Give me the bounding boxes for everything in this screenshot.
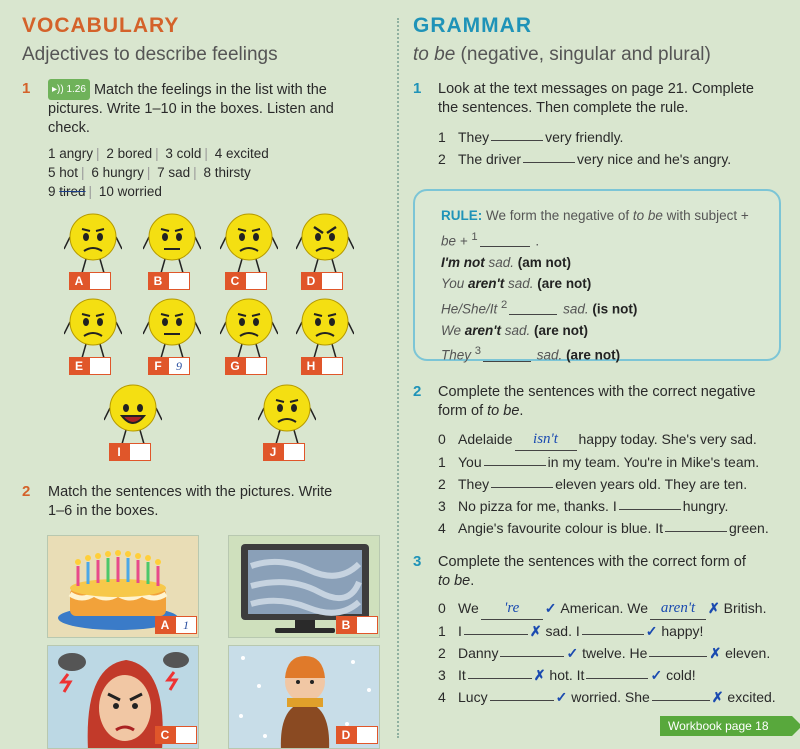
g-ex2-number: 2 — [413, 383, 422, 400]
g-ex2-row: 0 Adelaide isn't happy today. She's very sad. — [438, 428, 769, 451]
face-angry — [296, 207, 354, 277]
face-letter: D — [301, 272, 321, 290]
g-ex2-sentences — [438, 428, 769, 539]
ex1-number: 1 — [22, 80, 31, 97]
cross-icon: ✗ — [529, 623, 542, 639]
g-ex3-answer-0b: aren't — [650, 597, 706, 620]
workbook-link[interactable]: Workbook page 18 — [660, 716, 792, 736]
face-hot — [220, 292, 278, 362]
g-ex2-row: 3 No pizza for me, thanks. I hungry. — [438, 495, 769, 517]
g-ex1-blank-1[interactable] — [491, 126, 543, 141]
face-letter: F — [148, 357, 168, 375]
word-list: 1 angry | 2 bored | 3 cold | 4 excited 5 hot | 6 hungry | 7 sad | 8 thirsty 9 tired | 10 worried — [48, 146, 269, 199]
face-bored — [143, 207, 201, 277]
g-ex3-answer-0a: 're — [481, 597, 543, 620]
g-ex2-blank-2[interactable] — [491, 473, 553, 488]
g-ex2-blank-1[interactable] — [484, 451, 546, 466]
face-label-box — [148, 272, 190, 290]
face-letter: A — [69, 272, 89, 290]
rule-blank-2[interactable] — [509, 300, 557, 315]
face-letter: B — [148, 272, 168, 290]
picture-c-label — [155, 726, 197, 744]
g-ex2-answer-0: isn't — [515, 428, 577, 451]
g-ex3-blank-1a[interactable] — [464, 620, 528, 635]
face-label-box — [225, 272, 267, 290]
face-answer-box[interactable] — [321, 357, 343, 375]
face-sad — [64, 292, 122, 362]
g-ex2-instruction: Complete the sentences with the correct negative form of to be. — [438, 384, 756, 419]
g-ex3-blank-4a[interactable] — [490, 686, 554, 701]
face-letter: C — [225, 272, 245, 290]
tick-icon: ✓ — [645, 623, 658, 639]
ex1-instruction: ▸)) 1.26 Match the feelings in the list with the pictures. Write 1–10 in the boxes. Listen and check. — [48, 79, 388, 138]
face-letter: I — [109, 443, 129, 461]
picture-c-answer-box[interactable] — [175, 726, 197, 744]
g-ex1-instruction: Look at the text messages on page 21. Complete the sentences. Then complete the rule. — [438, 81, 754, 116]
face-letter: J — [263, 443, 283, 461]
face-hungry — [220, 207, 278, 277]
face-answer-box[interactable] — [168, 272, 190, 290]
face-excited — [104, 378, 162, 448]
rule-box: RULE: We form the negative of to be with subject + be + $^1$ . I'm not sad. (am not) You aren't sad. (are not) He/She/It $^2$ sad. (is not) We aren't sad. (are not) They $^3$ sad. (are not) — [413, 189, 781, 361]
grammar-subheading: to be (negative, singular and plural) — [413, 44, 711, 65]
tick-icon: ✓ — [544, 600, 557, 616]
grammar-heading: GRAMMAR — [413, 14, 532, 37]
g-ex3-blank-3b[interactable] — [586, 664, 648, 679]
face-answer-box[interactable] — [89, 357, 111, 375]
face-cold — [296, 292, 354, 362]
g-ex3-blank-2a[interactable] — [500, 642, 564, 657]
rule-blank-1[interactable] — [480, 232, 530, 247]
ex2-instruction: Match the sentences with the pictures. Write 1–6 in the boxes. — [48, 484, 333, 519]
vocabulary-subheading: Adjectives to describe feelings — [22, 44, 278, 65]
audio-icon[interactable]: ▸)) 1.26 — [48, 79, 90, 100]
g-ex3-number: 3 — [413, 553, 422, 570]
picture-b-answer-box[interactable] — [356, 616, 378, 634]
picture-d-answer-box[interactable] — [356, 726, 378, 744]
face-label-box — [301, 272, 343, 290]
g-ex2-blank-3[interactable] — [619, 495, 681, 510]
face-label-box — [301, 357, 343, 375]
g-ex1-blank-2[interactable] — [523, 148, 575, 163]
picture-b-label — [336, 616, 378, 634]
tick-icon: ✓ — [650, 667, 663, 683]
face-tired — [143, 292, 201, 362]
picture-a-answer-box[interactable]: 1 — [175, 616, 197, 634]
g-ex2-blank-4[interactable] — [665, 517, 727, 532]
face-label-box — [148, 357, 190, 375]
face-label-box — [69, 357, 111, 375]
cross-icon: ✗ — [709, 645, 722, 661]
face-label-box — [69, 272, 111, 290]
cross-icon: ✗ — [711, 689, 724, 705]
g-ex1-number: 1 — [413, 80, 422, 97]
g-ex3-sentences: 0 We 're ✓ American. We aren't ✗ British. 1 I ✗ sad. I ✓ happy! 2 Danny ✓ twelve. He ✗ eleven. 3 It ✗ hot. It ✓ cold! 4 Lucy ✓ worried. She ✗ excited. — [438, 597, 776, 708]
face-label-box — [263, 443, 305, 461]
face-label-box — [225, 357, 267, 375]
g-ex1-sentences: 1 They very friendly. 2 The driver very nice and he's angry. — [438, 126, 731, 170]
g-ex2-row: 2 They eleven years old. They are ten. — [438, 473, 769, 495]
g-ex3-blank-1b[interactable] — [582, 620, 644, 635]
picture-a-label — [155, 616, 197, 634]
g-ex2-row: 1 You in my team. You're in Mike's team. — [438, 451, 769, 473]
picture-a-letter: A — [155, 616, 175, 634]
face-worried — [64, 207, 122, 277]
g-ex3-blank-4b[interactable] — [652, 686, 710, 701]
g-ex3-blank-3a[interactable] — [468, 664, 532, 679]
face-answer-box[interactable] — [129, 443, 151, 461]
face-letter: G — [225, 357, 245, 375]
g-ex2-row: 4 Angie's favourite colour is blue. It green. — [438, 517, 769, 539]
face-letter: E — [69, 357, 89, 375]
vocabulary-heading: VOCABULARY — [22, 14, 180, 37]
face-answer-box[interactable] — [89, 272, 111, 290]
face-answer-box[interactable]: 9 — [168, 357, 190, 375]
rule-blank-3[interactable] — [483, 347, 531, 362]
g-ex3-instruction: Complete the sentences with the correct form of to be. — [438, 554, 746, 589]
face-answer-box[interactable] — [283, 443, 305, 461]
picture-d-letter: D — [336, 726, 356, 744]
face-label-box — [109, 443, 151, 461]
picture-d-label — [336, 726, 378, 744]
ex2-number: 2 — [22, 483, 31, 500]
cross-icon: ✗ — [533, 667, 546, 683]
face-thirsty — [258, 378, 316, 448]
face-answer-box[interactable] — [245, 272, 267, 290]
tick-icon: ✓ — [566, 645, 579, 661]
face-letter: H — [301, 357, 321, 375]
face-answer-box[interactable] — [245, 357, 267, 375]
picture-c-letter: C — [155, 726, 175, 744]
tick-icon: ✓ — [555, 689, 568, 705]
column-divider — [397, 18, 399, 738]
cross-icon: ✗ — [708, 600, 720, 616]
g-ex3-blank-2b[interactable] — [649, 642, 707, 657]
picture-b-letter: B — [336, 616, 356, 634]
face-answer-box[interactable] — [321, 272, 343, 290]
